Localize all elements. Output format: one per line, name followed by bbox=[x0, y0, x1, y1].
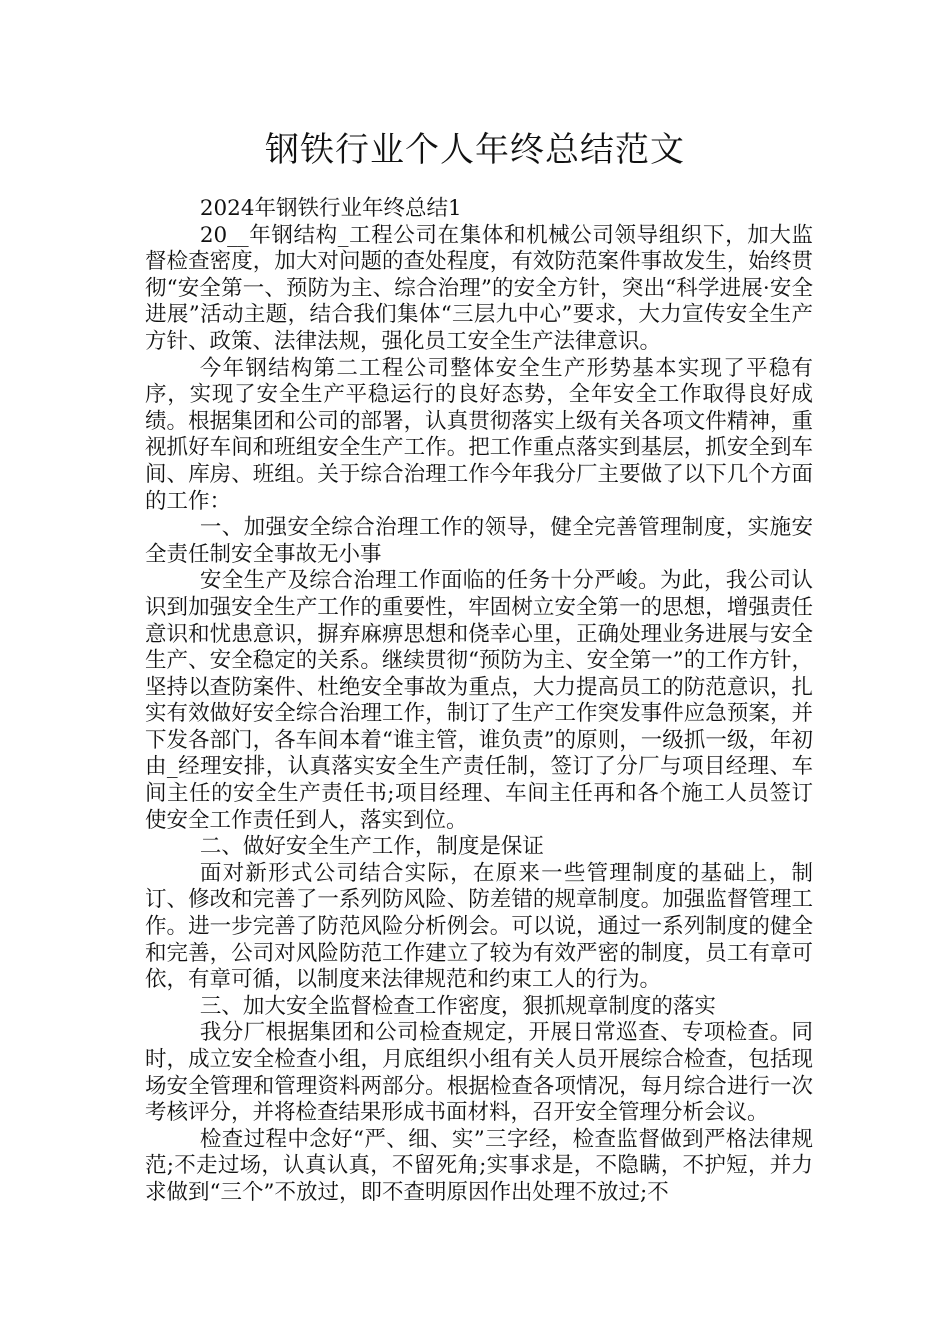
paragraph: 面对新形式公司结合实际，在原来一些管理制度的基础上，制订、修改和完善了一系列防风险、防差错的规章制度。加强监督管理工作。进一步完善了防范风险分析例会。可以说，通过一系列制度的健全和完善，公司对风险防范工作建立了较为有效严密的制度，员工有章可依，有章可循，以制度来法律规范和约束工人的行为。 bbox=[145, 860, 813, 993]
section-heading: 三、加大安全监督检查工作密度，狠抓规章制度的落实 bbox=[199, 993, 716, 1019]
section-heading: 二、做好安全生产工作，制度是保证 bbox=[199, 834, 544, 860]
paragraph: 20__年钢结构_工程公司在集体和机械公司领导组织下，加大监督检查密度，加大对问题的查处程度，有效防范案件事故发生，始终贯彻“安全第一、预防为主、综合治理”的安全方针，突出“科学进展·安全进展”活动主题，结合我们集体“三层九中心”要求，大力宣传安全生产方针、政策、法律法规，强化员工安全生产法律意识。 bbox=[145, 222, 813, 354]
section-heading: 一、加强安全综合治理工作的领导，健全完善管理制度，实施安全责任制安全事故无小事 bbox=[145, 515, 813, 567]
paragraph: 今年钢结构第二工程公司整体安全生产形势基本实现了平稳有序，实现了安全生产平稳运行的良好态势，全年安全工作取得良好成绩。根据集团和公司的部署，认真贯彻落实上级有关各项文件精神，重视抓好车间和班组安全生产工作。把工作重点落实到基层，抓安全到车间、库房、班组。关于综合治理工作今年我分厂主要做了以下几个方面的工作： bbox=[145, 355, 813, 514]
document-title: 钢铁行业个人年终总结范文 bbox=[265, 130, 685, 170]
paragraph: 检查过程中念好“严、细、实”三字经，检查监督做到严格法律规范;不走过场，认真认真，不留死角;实事求是，不隐瞒，不护短，并力求做到“三个”不放过，即不查明原因作出处理不放过;不 bbox=[145, 1126, 813, 1205]
paragraph: 我分厂根据集团和公司检查规定，开展日常巡查、专项检查。同时，成立安全检查小组，月底组织小组有关人员开展综合检查，包括现场安全管理和管理资料两部分。根据检查各项情况，每月综合进行一次考核评分，并将检查结果形成书面材料，召开安全管理分析会议。 bbox=[145, 1020, 813, 1126]
paragraph: 安全生产及综合治理工作面临的任务十分严峻。为此，我公司认识到加强安全生产工作的重要性，牢固树立安全第一的思想，增强责任意识和忧患意识，摒弃麻痹思想和侥幸心里，正确处理业务进展与安全生产、安全稳定的关系。继续贯彻“预防为主、安全第一”的工作方针，坚持以查防案件、杜绝安全事故为重点，大力提高员工的防范意识，扎实有效做好安全综合治理工作，制订了生产工作突发事件应急预案，并下发各部门，各车间本着“谁主管，谁负责”的原则，一级抓一级，年初由_经理安排，认真落实安全生产责任制，签订了分厂与项目经理、车间主任的安全生产责任书;项目经理、车间主任再和各个施工人员签订使安全工作责任到人，落实到位。 bbox=[145, 568, 813, 833]
document-body bbox=[145, 196, 813, 1207]
section-subtitle: 2024年钢铁行业年终总结1 bbox=[199, 196, 462, 221]
